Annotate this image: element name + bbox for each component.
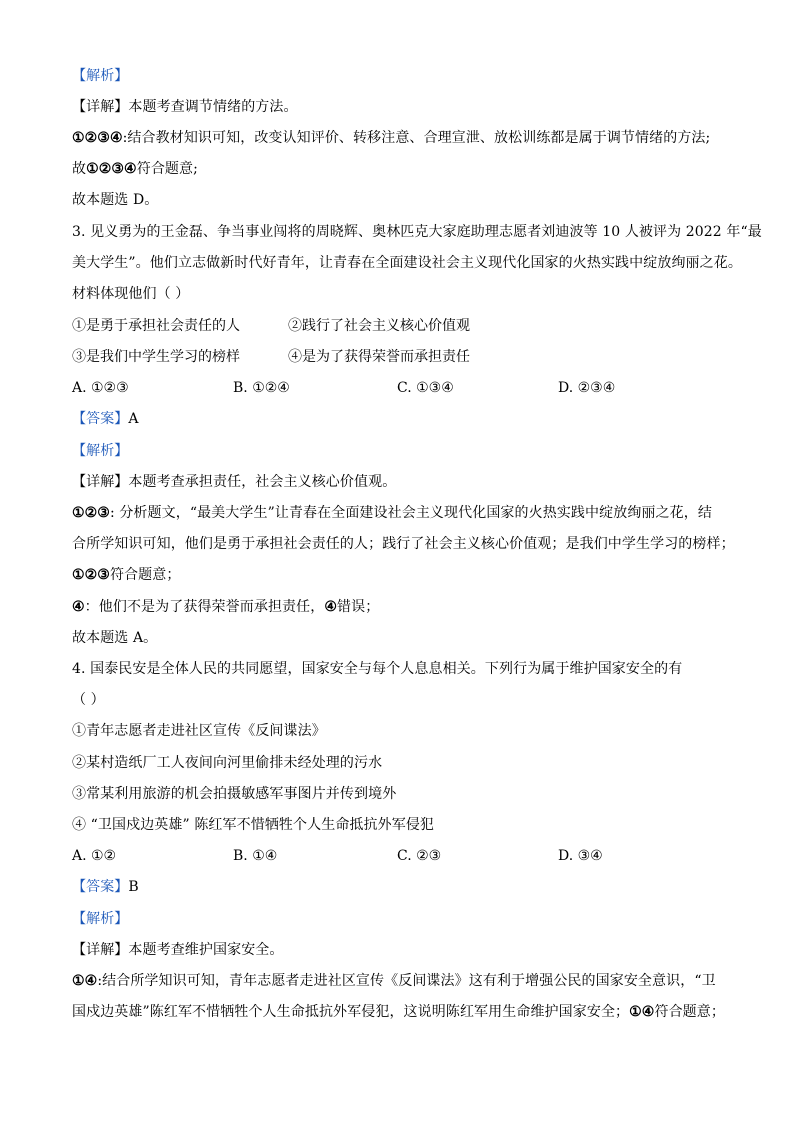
q3-answer: A [128,411,139,427]
q4-fit-text: 符合题意； [654,1004,725,1020]
q2-analysis-line-1 [72,128,710,148]
q3-analysis-line-1 [72,503,712,523]
detail-label: 【详解】 [72,99,129,115]
q3-option-c: C. ①③④ [397,380,454,396]
q4-analysis-line-1 [72,971,716,991]
q3-conclusion: 故本题选 A。 [72,630,158,646]
q4-answer: B [128,879,139,895]
q4-stem-line-2: （ ） [72,692,105,708]
detail-text: 本题考查承担责任，社会主义核心价值观。 [128,474,397,490]
q4-statement-2: ②某村造纸厂工人夜间向河里偷排未经处理的污水 [72,755,383,771]
q4-option-a: A. ①② [72,848,117,864]
q3-stem-line-1: 3. 见义勇为的王金磊、争当事业闯将的周晓辉、奥林匹克大家庭助理志愿者刘迪波等 10 人被评为 2022 年“最 [72,224,762,240]
q4-option-d: D. ③④ [558,848,603,864]
q2-analysis-text: :结合教材知识可知，改变认知评价、转移注意、合理宣泄、放松训练都是属于调节情绪的方法; [122,130,711,146]
q4-option-c: C. ②③ [397,848,442,864]
detail-label: 【详解】 [72,942,129,958]
q4-statement-3: ③常某利用旅游的机会拍摄敏感军事图片并传到境外 [72,786,397,802]
q3-analysis-text-4: ：他们不是为了获得荣誉而承担责任， [84,599,325,615]
q3-analysis-line-3 [72,565,180,585]
q4-stem-line-1: 4. 国泰民安是全体人民的共同愿望，国家安全与每个人息息相关。下列行为属于维护国家安全的有 [72,661,683,677]
detail-text: 本题考查调节情绪的方法。 [128,99,298,115]
q3-fit-text: 符合题意； [109,567,181,583]
q3-stem-line-2: 美大学生”。他们立志做新时代好青年，让青春在全面建设社会主义现代化国家的火热实践中绽放绚丽之花。 [72,255,742,271]
q2-conclusion: 故本题选 D。 [72,192,159,208]
q3-option-a: A. ①②③ [72,380,129,396]
detail-line [72,97,298,117]
q3-choice-mark-4b: ④ [324,599,338,615]
q3-wrong-text: 错误； [337,599,380,615]
q4-analysis-line-2 [72,1002,725,1022]
answer-label: 【答案】 [72,879,129,895]
q3-answer-line [72,409,139,429]
q3-statement-2: ②践行了社会主义核心价值观 [288,318,470,334]
q3-choice-marks: ①②③ [72,505,110,521]
analysis-label: 【解析】 [72,443,129,459]
q3-statement-3: ③是我们中学生学习的榜样 [72,349,240,365]
answer-label: 【答案】 [72,411,129,427]
q4-answer-line [72,877,139,897]
detail-label: 【详解】 [72,474,129,490]
detail-line [72,472,396,492]
q2-prefix: 故 [72,161,87,177]
q3-option-d: D. ②③④ [558,380,616,396]
q3-analysis-line-4 [72,597,379,617]
q4-statement-1: ①青年志愿者走进社区宣传《反间谍法》 [72,723,326,739]
q2-fit-text: 符合题意; [136,161,198,177]
q3-choice-mark-4: ④ [72,599,85,615]
q3-choice-marks-2: ①②③ [72,567,110,583]
detail-line [72,940,284,960]
q2-choice-marks-2: ①②③④ [86,161,137,177]
q2-analysis-line-2 [72,159,198,179]
q3-analysis-line-2: 合所学知识可知，他们是勇于承担社会责任的人；践行了社会主义核心价值观；是我们中学生学习的榜样； [72,536,735,552]
analysis-label: 【解析】 [72,68,129,84]
detail-text: 本题考查维护国家安全。 [128,942,284,958]
q4-analysis-text-2: 国戍边英雄”陈红军不惜牺牲个人生命抵抗外军侵犯，这说明陈红军用生命维护国家安全； [72,1004,630,1020]
q3-stem-line-3: 材料体现他们（ ） [72,286,190,302]
q3-statement-1: ①是勇于承担社会责任的人 [72,318,240,334]
q2-choice-marks: ①②③④ [72,130,123,146]
q3-statement-4: ④是为了获得荣誉而承担责任 [288,349,470,365]
q4-analysis-text-1: :结合所学知识可知，青年志愿者走进社区宣传《反间谍法》这有利于增强公民的国家安全意识，“卫 [97,973,716,989]
q4-option-b: B. ①④ [233,848,278,864]
q4-choice-marks-2: ①④ [629,1004,655,1020]
analysis-label: 【解析】 [72,911,129,927]
q3-option-b: B. ①②④ [233,380,290,396]
q3-analysis-text-1: : 分析题文，“最美大学生”让青春在全面建设社会主义现代化国家的火热实践中绽放绚丽之花，结 [109,505,712,521]
q4-statement-4: ④ “卫国戍边英雄” 陈红军不惜牺牲个人生命抵抗外军侵犯 [72,817,435,833]
q4-choice-marks: ①④ [72,973,98,989]
